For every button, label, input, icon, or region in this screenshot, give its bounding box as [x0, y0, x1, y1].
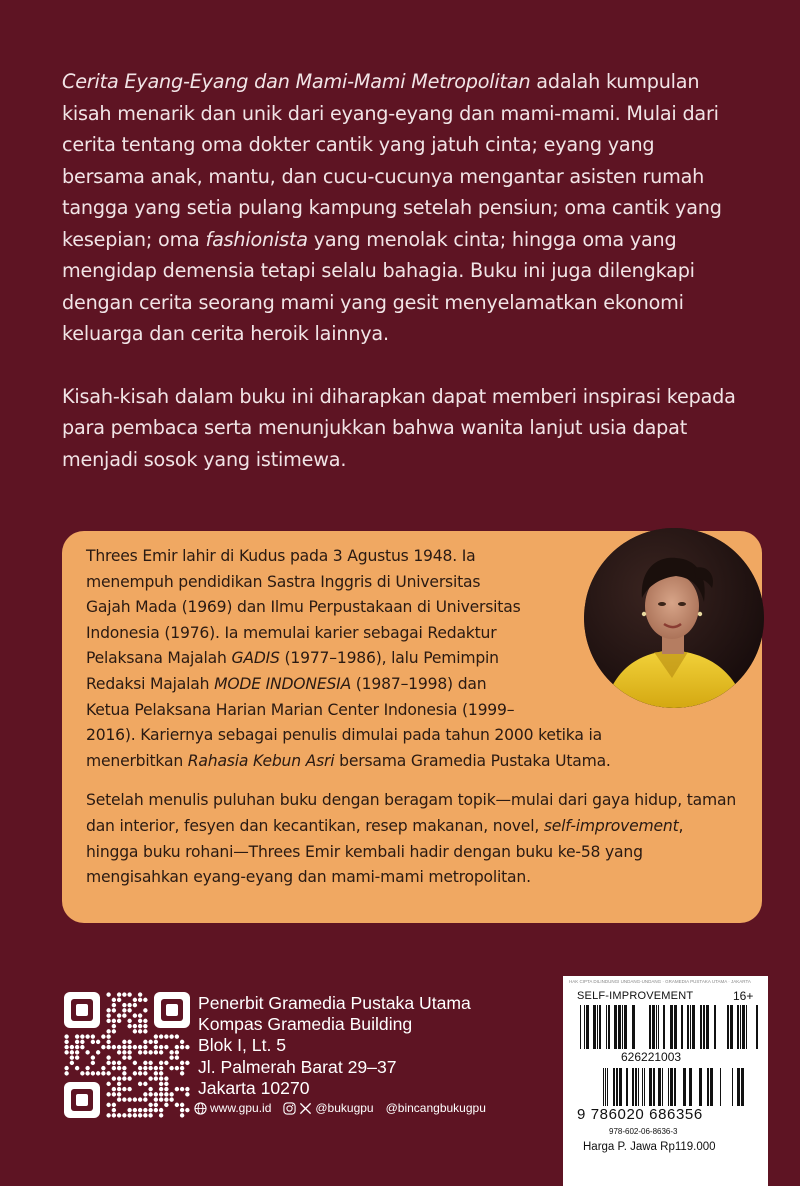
blurb-paragraph-1	[62, 66, 742, 350]
bio-line: Indonesia (1976). Ia memulai karier sebagai Redaktur	[86, 623, 497, 642]
address-line: Blok I, Lt. 5	[198, 1035, 287, 1056]
publisher-address	[198, 993, 471, 1099]
bio-line: (1987–1998) dan	[351, 674, 487, 693]
isbn-barcode-icon	[591, 1068, 753, 1106]
bio-line: menerbitkan	[86, 751, 188, 770]
website-text: www.gpu.id	[210, 1101, 272, 1115]
category-label: SELF-IMPROVEMENT	[577, 990, 694, 1002]
bio-line: Redaksi Majalah	[86, 674, 215, 693]
book-title: Rahasia Kebun Asri	[187, 751, 335, 770]
age-rating: 16+	[733, 989, 754, 1003]
bio-text: Setelah menulis puluhan buku dengan beragam topik—mulai dari gaya hidup, taman dan interior, fesyen dan kecantikan, resep makanan, novel,	[86, 791, 737, 835]
x-logo-icon	[299, 1102, 312, 1115]
address-line: Jl. Palmerah Barat 29–37	[198, 1056, 397, 1077]
barcode-panel	[563, 976, 768, 1186]
magazine-title: MODE INDONESIA	[214, 674, 352, 693]
author-bio-paragraph-2	[86, 788, 740, 890]
blurb-text: adalah kumpulan kisah menarik dan unik dari eyang-eyang dan mami-mami. Mulai dari cerita tentang oma dokter cantik yang jatuh cinta; eyang yang bersama anak, mantu, dan cucu-cucunya mengantar asisten rumah tangga yang setia pulang kampung setelah pensiun; oma cantik yang kesepian; oma	[62, 70, 722, 251]
blurb-italic: fashionista	[205, 227, 308, 251]
bio-line: Pelaksana Majalah	[86, 649, 232, 668]
bio-line: menempuh pendidikan Sastra Inggris di Universitas	[86, 572, 481, 591]
blurb-paragraph-2: Kisah-kisah dalam buku ini diharapkan dapat memberi inspirasi kepada para pembaca serta menunjukkan bahwa wanita lanjut usia dapat menjadi sosok yang istimewa.	[62, 384, 736, 471]
bio-line: bersama Gramedia Pustaka Utama.	[334, 751, 611, 770]
magazine-title: GADIS	[231, 649, 280, 668]
bio-text: , hingga buku rohani—Threes Emir kembali hadir dengan buku ke-58 yang mengisahkan eyang-eyang dan mami-mami metropolitan.	[86, 816, 684, 887]
bio-line: Ketua Pelaksana Harian Marian Center Indonesia (1999–	[86, 700, 515, 719]
barcode-1-icon	[577, 1005, 759, 1049]
blurb-text: yang menolak cinta; hingga oma yang mengidap demensia tetapi selalu bahagia. Buku ini juga dilengkapi dengan cerita seorang mami yang gesit menyelamatkan ekonomi keluarga dan cerita heroik lainnya.	[62, 227, 695, 345]
social-links	[194, 1101, 486, 1115]
bio-line: 2016). Kariernya sebagai penulis dimulai pada tahun 2000 ketika ia	[86, 726, 602, 745]
bio-line: Threes Emir lahir di Kudus pada 3 Agustus 1948. Ia	[86, 547, 476, 565]
bio-line: Gajah Mada (1969) dan Ilmu Perpustakaan di Universitas	[86, 598, 521, 617]
instagram-icon	[283, 1102, 296, 1115]
address-line: Kompas Gramedia Building	[198, 1014, 413, 1035]
bio-italic: self-improvement	[543, 816, 679, 835]
instagram-handle-link[interactable]	[386, 1101, 486, 1115]
author-photo	[584, 528, 764, 708]
ig-handle-text: @bincangbukugpu	[385, 1101, 486, 1115]
author-portrait-icon	[584, 528, 764, 708]
qr-code-icon[interactable]	[64, 992, 190, 1118]
book-blurb	[62, 66, 742, 475]
isbn-text: 978-602-06-8636-3	[609, 1127, 678, 1136]
isbn-digits: 9 786020 686356	[577, 1106, 703, 1123]
address-line: Jakarta 10270	[198, 1077, 310, 1098]
barcode-fineprint: HAK CIPTA DILINDUNGI UNDANG-UNDANG · GRAMEDIA PUSTAKA UTAMA · JAKARTA	[569, 979, 751, 984]
website-link[interactable]	[194, 1101, 271, 1115]
globe-icon	[194, 1102, 207, 1115]
publisher-name: Penerbit Gramedia Pustaka Utama	[198, 993, 471, 1013]
x-handle-text: @bukugpu	[315, 1101, 374, 1115]
social-handle-link[interactable]	[283, 1101, 373, 1115]
bio-line: (1977–1986), lalu Pemimpin	[279, 649, 499, 668]
book-title: Cerita Eyang-Eyang dan Mami-Mami Metropolitan	[62, 70, 531, 93]
barcode-1-number: 626221003	[621, 1050, 682, 1064]
price-label: Harga P. Jawa Rp119.000	[583, 1141, 716, 1153]
